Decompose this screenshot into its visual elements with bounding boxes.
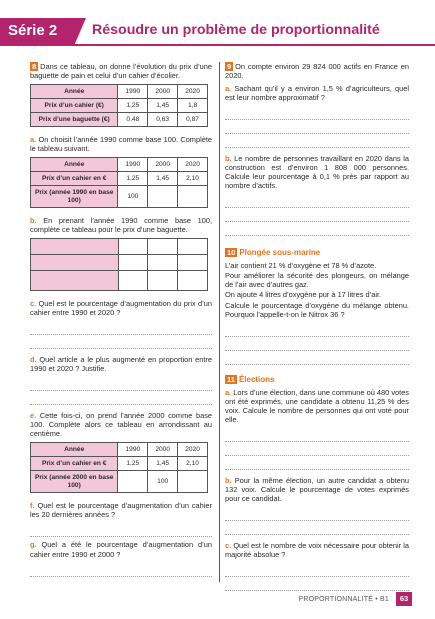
question-letter: a.: [225, 84, 232, 94]
table-row-label: Prix (année 1990 en base 100): [31, 186, 118, 208]
base100-table-1990: [30, 157, 208, 208]
answer-line[interactable]: [225, 577, 409, 591]
answer-line[interactable]: [225, 351, 409, 365]
table-header-cell: 2000: [148, 85, 178, 99]
page-title: Résoudre un problème de proportionnalité: [92, 22, 380, 38]
table-cell: 1,45: [148, 99, 178, 113]
question-a: [225, 388, 409, 424]
answer-line[interactable]: [225, 442, 409, 456]
question-b: [225, 476, 409, 503]
answer-cell[interactable]: [148, 255, 178, 271]
table-cell: 0,87: [178, 113, 208, 127]
column-divider: [219, 62, 220, 582]
question-letter: b.: [225, 154, 232, 164]
answer-line[interactable]: [30, 377, 212, 391]
question-letter: c.: [30, 299, 37, 309]
footer-chapter: PROPORTIONNALITÉ • B1: [298, 596, 389, 603]
table-row-label: Prix d’un cahier en €: [31, 172, 118, 186]
question-letter: f.: [30, 501, 35, 511]
answer-line[interactable]: [30, 321, 212, 335]
exercise-10-title: [225, 248, 409, 258]
question-text: Sachant qu’il y a environ 1,5 % d’agriculteurs, quel est leur nombre approximatif ?: [225, 84, 409, 103]
left-column: [30, 62, 212, 577]
table-row-label: Prix d’un cahier (€): [31, 99, 118, 113]
table-header-cell: 2020: [178, 158, 208, 172]
question-g: [30, 540, 212, 558]
table-header-cell: Année: [31, 158, 118, 172]
answer-line[interactable]: [225, 521, 409, 535]
answer-line[interactable]: [30, 563, 212, 577]
table-row-label: Prix d’une baguette (€): [31, 113, 118, 127]
answer-line[interactable]: [30, 523, 212, 537]
question-text: Quel est le nombre de voix nécessaire pour obtenir la majorité absolue ?: [225, 541, 409, 560]
exercise-number: 11: [227, 375, 235, 385]
blank-label-cell[interactable]: [31, 255, 119, 271]
answer-cell[interactable]: [178, 255, 208, 271]
question-f: [30, 501, 212, 519]
question-letter: a.: [225, 387, 232, 397]
table-cell: 1,45: [148, 457, 178, 471]
exercise-8-intro: [30, 62, 212, 80]
question-letter: d.: [30, 355, 37, 365]
answer-cell[interactable]: [178, 271, 208, 291]
question-text: En prenant l’année 1990 comme base 100, complète ce tableau pour le prix d’une baguette.: [30, 216, 213, 235]
question-a: [225, 84, 409, 102]
table-header-cell: 1990: [118, 85, 148, 99]
exercise-number: 8: [32, 62, 37, 71]
question-text: Lors d’une élection, dans une commune où 480 votes ont été exprimés, une candidate a obtenu 11,25 % des voix. Calcule le nombre de personnes qui ont voté pour elle.: [225, 387, 409, 425]
question-text: Cette fois-ci, on prend l’année 2000 comme base 100. Complète alors ce tableau en arrondissant au centième.: [30, 411, 213, 439]
answer-cell[interactable]: [178, 186, 208, 208]
table-cell: 100: [118, 186, 148, 208]
exercise-number: 10: [227, 248, 236, 258]
question-text: On choisit l’année 1990 comme base 100. Complète le tableau suivant.: [30, 135, 212, 154]
question-letter: b.: [225, 476, 232, 486]
table-header-cell: 1990: [118, 443, 148, 457]
question-text: Le nombre de personnes travaillant en 2020 dans la construction est d’environ 1 808 000 personnes. Calcule leur pourcentage à 0,1 % près par rapport au nombre d’actifs.: [225, 154, 409, 191]
table-header-cell: 2020: [178, 443, 208, 457]
answer-line[interactable]: [225, 134, 409, 148]
table-cell: 2,10: [178, 172, 208, 186]
table-cell: 1,25: [118, 99, 148, 113]
table-header-cell: Année: [31, 85, 118, 99]
table-cell: 1,25: [118, 172, 148, 186]
table-cell: 2,10: [178, 457, 208, 471]
blank-label-cell[interactable]: [31, 271, 119, 291]
answer-line[interactable]: [225, 106, 409, 120]
table-cell: 1,25: [118, 457, 148, 471]
question-text: Quel article a le plus augmenté en proportion entre 1990 et 2020 ? Justifie.: [30, 355, 212, 374]
answer-cell[interactable]: [118, 239, 148, 255]
question-text: Quel a été le pourcentage d’augmentation d’un cahier entre 1990 et 2000 ?: [30, 540, 212, 559]
table-header-cell: 2020: [178, 85, 208, 99]
exercise-text: Dans ce tableau, on donne l’évolution du prix d’une baguette de pain et celui d’un cahier d’écolier.: [30, 62, 212, 81]
answer-line[interactable]: [225, 428, 409, 442]
price-table: [30, 84, 208, 127]
exercise-text: Pour améliorer la sécurité des plongeurs, on mélange de l’air avec d’autres gaz.: [225, 271, 409, 290]
exercise-number: 9: [227, 62, 232, 71]
question-c: [225, 541, 409, 559]
page-number: 63: [396, 592, 412, 606]
question-e: [30, 411, 212, 438]
table-row-label: Prix (année 2000 en base 100): [31, 471, 118, 493]
question-letter: c.: [225, 541, 232, 551]
answer-line[interactable]: [225, 323, 409, 337]
page-header: [0, 0, 435, 46]
answer-cell[interactable]: [148, 271, 178, 291]
exercise-text: On compte environ 29 824 000 actifs en France en 2020.: [225, 62, 409, 81]
exercise-text: Calcule le pourcentage d’oxygène du mélange obtenu. Pourquoi l’appelle-t-on le Nitrox 36 ?: [225, 301, 409, 320]
table-cell: 1,8: [178, 99, 208, 113]
exercise-9-intro: [225, 62, 409, 80]
question-b: [225, 154, 409, 190]
answer-cell[interactable]: [148, 186, 178, 208]
question-d: [30, 355, 212, 373]
table-cell: 1,45: [148, 172, 178, 186]
answer-line[interactable]: [225, 208, 409, 222]
answer-cell[interactable]: [118, 271, 148, 291]
exercise-title: Élections: [238, 375, 275, 385]
answer-cell[interactable]: [178, 239, 208, 255]
exercise-11-title: [225, 375, 409, 385]
table-header-cell: 1990: [118, 158, 148, 172]
answer-line[interactable]: [225, 507, 409, 521]
question-text: Quel est le pourcentage d’augmentation du prix d’un cahier entre 1990 et 2020 ?: [30, 299, 212, 318]
answer-line[interactable]: [30, 391, 212, 405]
answer-cell[interactable]: [118, 471, 148, 493]
answer-line[interactable]: [225, 194, 409, 208]
answer-line[interactable]: [225, 563, 409, 577]
table-header-cell: Année: [31, 443, 118, 457]
header-rule: [74, 44, 435, 46]
table-header-cell: 2000: [148, 158, 178, 172]
table-cell: 0,48: [118, 113, 148, 127]
question-letter: b.: [30, 216, 37, 226]
answer-line[interactable]: [225, 456, 409, 470]
answer-line[interactable]: [225, 120, 409, 134]
serie-label: Série 2: [8, 22, 58, 39]
answer-line[interactable]: [30, 335, 212, 349]
blank-label-cell[interactable]: [31, 239, 119, 255]
answer-cell[interactable]: [178, 471, 208, 493]
question-letter: g.: [30, 540, 37, 550]
answer-cell[interactable]: [148, 239, 178, 255]
question-text: Pour la même élection, un autre candidat a obtenu 132 voix. Calcule le pourcentage de votes exprimés pour ce candidat.: [225, 476, 409, 504]
exercise-title: Plongée sous-marine: [239, 248, 321, 258]
base100-table-2000: [30, 442, 208, 493]
table-header-cell: 2000: [148, 443, 178, 457]
blank-baguette-table: [30, 238, 208, 291]
right-column: [225, 62, 409, 591]
question-text: Quel est le pourcentage d’augmentation d’un cahier les 20 dernières années ?: [30, 501, 212, 520]
answer-cell[interactable]: [118, 255, 148, 271]
question-b: [30, 216, 212, 234]
question-letter: e.: [30, 411, 37, 421]
exercise-text: L’air contient 21 % d’oxygène et 78 % d’azote.: [225, 261, 377, 270]
question-a: [30, 135, 212, 153]
question-letter: a.: [30, 135, 37, 145]
question-c: [30, 299, 212, 317]
table-cell: 0,63: [148, 113, 178, 127]
answer-line[interactable]: [225, 337, 409, 351]
exercise-text: On ajoute 4 litres d’oxygène pur à 17 litres d’air.: [225, 290, 382, 300]
answer-line[interactable]: [225, 222, 409, 236]
table-row-label: Prix d’un cahier en €: [31, 457, 118, 471]
table-cell: 100: [148, 471, 178, 493]
